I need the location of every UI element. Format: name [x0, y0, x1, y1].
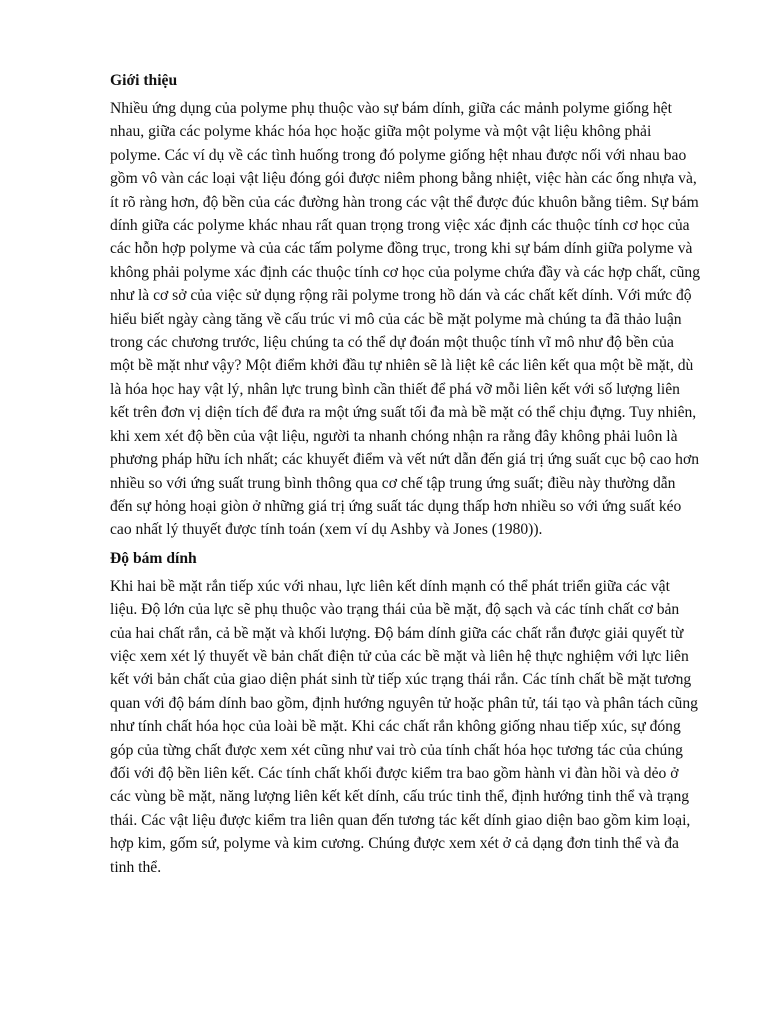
section-paragraph-introduction: Nhiều ứng dụng của polyme phụ thuộc vào sự bám dính, giữa các mảnh polyme giống hệt nhau, giữa các polyme khác hóa học hoặc giữa một polyme và một vật liệu không phải polyme. Các ví dụ về các tình huống trong đó polyme giống hệt nhau được nối với nhau bao gồm vô vàn các loại vật liệu đóng gói được niêm phong bằng nhiệt, việc hàn các ống nhựa và, ít rõ ràng hơn, độ bền của các đường hàn trong các vật thể được đúc khuôn bằng tiêm. Sự bám dính giữa các polyme khác nhau rất quan trọng trong việc xác định các thuộc tính cơ học của các hỗn hợp polyme và của các tấm polyme đồng trục, trong khi sự bám dính giữa polyme và không phải polyme xác định các thuộc tính cơ học của polyme chứa đầy và các hợp chất, cũng như là cơ sở của việc sử dụng rộng rãi polyme trong hồ dán và các chất kết dính. Với mức độ hiểu biết ngày càng tăng về cấu trúc vi mô của các bề mặt polyme mà chúng ta đã thảo luận trong các chương trước, liệu chúng ta có thể dự đoán một thuộc tính vĩ mô như độ bền của một bề mặt như vậy? Một điểm khởi đầu tự nhiên sẽ là liệt kê các liên kết qua một bề mặt, dù là hóa học hay vật lý, nhân lực trung bình cần thiết để phá vỡ mỗi liên kết với số lượng liên kết trên đơn vị diện tích để đưa ra một ứng suất tối đa mà bề mặt có thể chịu đựng. Tuy nhiên, khi xem xét độ bền của vật liệu, người ta nhanh chóng nhận ra rằng đây không phải luôn là phương pháp hữu ích nhất; các khuyết điểm và vết nứt dẫn đến giá trị ứng suất cục bộ cao hơn nhiều so với ứng suất trung bình thông qua cơ chế tập trung ứng suất; điều này thường dẫn đến sự hỏng hoại giòn ở những giá trị ứng suất tác dụng thấp hơn nhiều so với ứng suất kéo cao nhất lý thuyết được tính toán (xem ví dụ Ashby và Jones (1980)). — [110, 100, 701, 539]
document-page — [110, 68, 700, 883]
section-introduction — [110, 68, 700, 542]
section-heading-adhesion: Độ bám dính — [110, 549, 197, 567]
section-heading-introduction: Giới thiệu — [110, 72, 178, 89]
section-adhesion — [110, 546, 700, 879]
section-paragraph-adhesion: Khi hai bề mặt rắn tiếp xúc với nhau, lực liên kết dính mạnh có thể phát triển giữa các vật liệu. Độ lớn của lực sẽ phụ thuộc vào trạng thái của bề mặt, độ sạch và các tính chất cơ bản của hai chất rắn, cả bề mặt và khối lượng. Độ bám dính giữa các chất rắn được giải quyết từ việc xem xét lý thuyết về bản chất điện tử của các bề mặt và liên hệ thực nghiệm với lực liên kết với bản chất của giao diện phát sinh từ tiếp xúc trạng thái rắn. Các tính chất bề mặt tương quan với độ bám dính bao gồm, định hướng nguyên tử hoặc phân tử, tái tạo và phân tách cũng như tính chất hóa học của loài bề mặt. Khi các chất rắn không giống nhau tiếp xúc, sự đóng góp của từng chất được xem xét cũng như vai trò của tính chất hóa học tương tác của chúng đối với độ bền liên kết. Các tính chất khối được kiểm tra bao gồm hành vi đàn hồi và dẻo ở các vùng bề mặt, năng lượng liên kết kết dính, cấu trúc tinh thể, định hướng tinh thể và trạng thái. Các vật liệu được kiểm tra liên quan đến tương tác kết dính giao diện bao gồm kim loại, hợp kim, gốm sứ, polyme và kim cương. Chúng được xem xét ở cả dạng đơn tinh thể và đa tinh thể. — [110, 577, 698, 876]
